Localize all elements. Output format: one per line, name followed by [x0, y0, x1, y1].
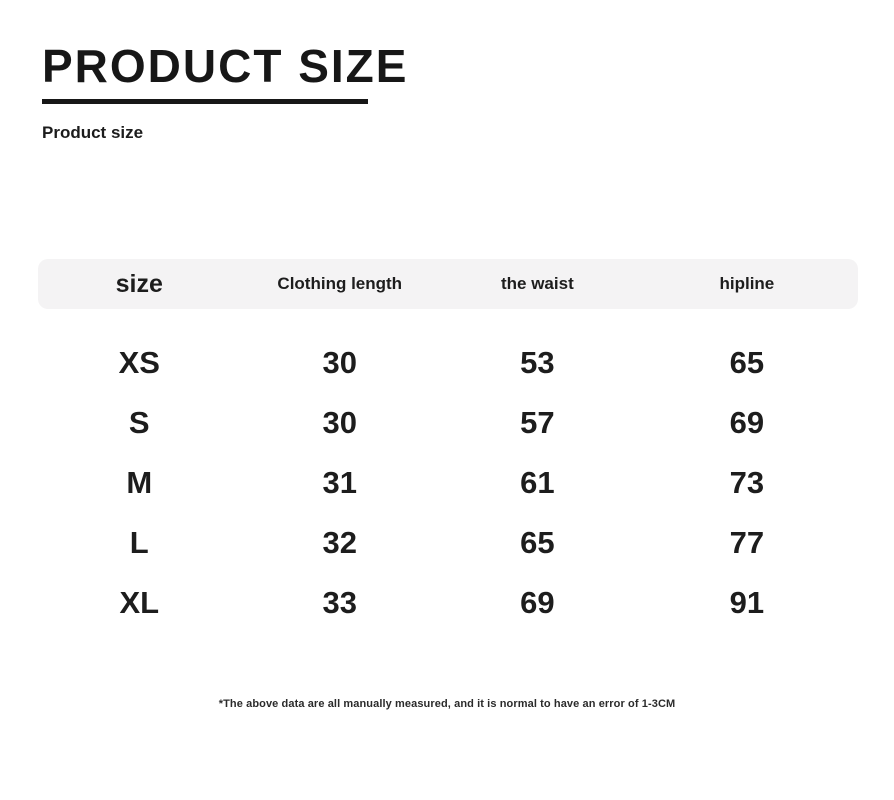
cell-hipline: 69	[729, 405, 765, 441]
page-title: PRODUCT SIZE	[42, 40, 409, 92]
column-header-hipline: hipline	[719, 274, 775, 294]
page-subtitle: Product size	[42, 123, 144, 143]
table-row	[38, 573, 858, 633]
column-header-clothing-length: Clothing length	[277, 274, 403, 294]
cell-size: L	[129, 525, 149, 561]
cell-clothing-length: 31	[322, 465, 357, 501]
table-row	[38, 513, 858, 573]
title-underline	[42, 99, 368, 104]
table-row	[38, 393, 858, 453]
cell-clothing-length: 30	[322, 405, 357, 441]
cell-the-waist: 57	[520, 405, 555, 441]
cell-hipline: 91	[729, 585, 765, 621]
size-table	[38, 259, 858, 633]
cell-the-waist: 69	[520, 585, 555, 621]
cell-size: XL	[119, 585, 160, 621]
column-header-size: size	[115, 269, 163, 298]
cell-the-waist: 61	[520, 465, 555, 501]
cell-size: S	[128, 405, 150, 441]
table-row	[38, 333, 858, 393]
cell-hipline: 77	[729, 525, 765, 561]
measurement-note: *The above data are all manually measured, and it is normal to have an error of 1-3CM	[218, 698, 676, 710]
cell-clothing-length: 33	[322, 585, 357, 621]
column-header-the-waist: the waist	[500, 274, 574, 294]
table-row	[38, 453, 858, 513]
table-body	[38, 309, 858, 633]
page-header	[0, 0, 894, 143]
cell-hipline: 65	[729, 345, 765, 381]
cell-clothing-length: 32	[322, 525, 357, 561]
cell-clothing-length: 30	[322, 345, 357, 381]
cell-the-waist: 53	[520, 345, 555, 381]
cell-hipline: 73	[729, 465, 765, 501]
cell-size: XS	[118, 345, 160, 381]
cell-size: M	[126, 465, 153, 501]
table-header-row	[38, 259, 858, 309]
cell-the-waist: 65	[520, 525, 555, 561]
